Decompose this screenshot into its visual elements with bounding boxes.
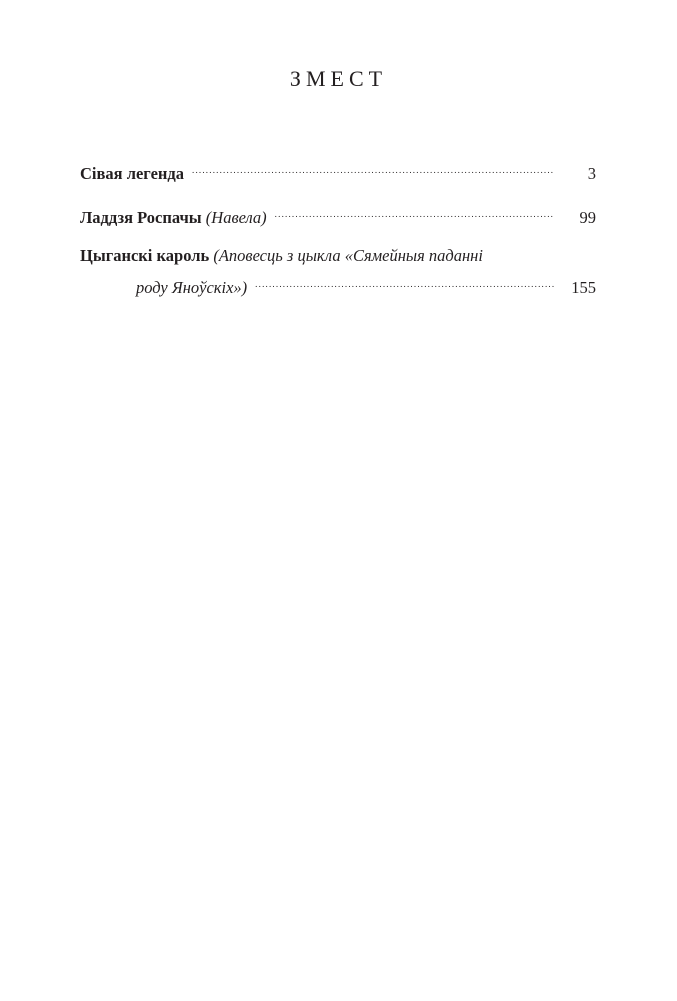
table-of-contents xyxy=(80,157,596,315)
toc-entry-page: 99 xyxy=(579,208,596,227)
toc-entry-title: Цыганскі кароль xyxy=(80,246,210,265)
toc-entry-subtitle: (Навела) xyxy=(205,208,267,227)
toc-entry-page: 155 xyxy=(571,278,596,297)
toc-entry-title: Ладдзя Роспачы xyxy=(80,208,202,227)
toc-entry-subtitle: (Аповесць з цыкла «Сямейныя паданні xyxy=(213,246,483,265)
toc-heading: ЗМЕСТ xyxy=(289,66,388,91)
toc-entry[interactable] xyxy=(80,157,596,185)
toc-entry-page: 3 xyxy=(587,164,596,183)
toc-entry-subtitle-continued: роду Яноўскіх») xyxy=(136,278,248,297)
dot-leader xyxy=(192,157,554,179)
toc-entry[interactable] xyxy=(80,201,596,229)
toc-entry[interactable] xyxy=(80,245,596,299)
toc-entry-title: Сівая легенда xyxy=(80,164,184,183)
dot-leader xyxy=(255,271,554,293)
dot-leader xyxy=(275,201,554,223)
